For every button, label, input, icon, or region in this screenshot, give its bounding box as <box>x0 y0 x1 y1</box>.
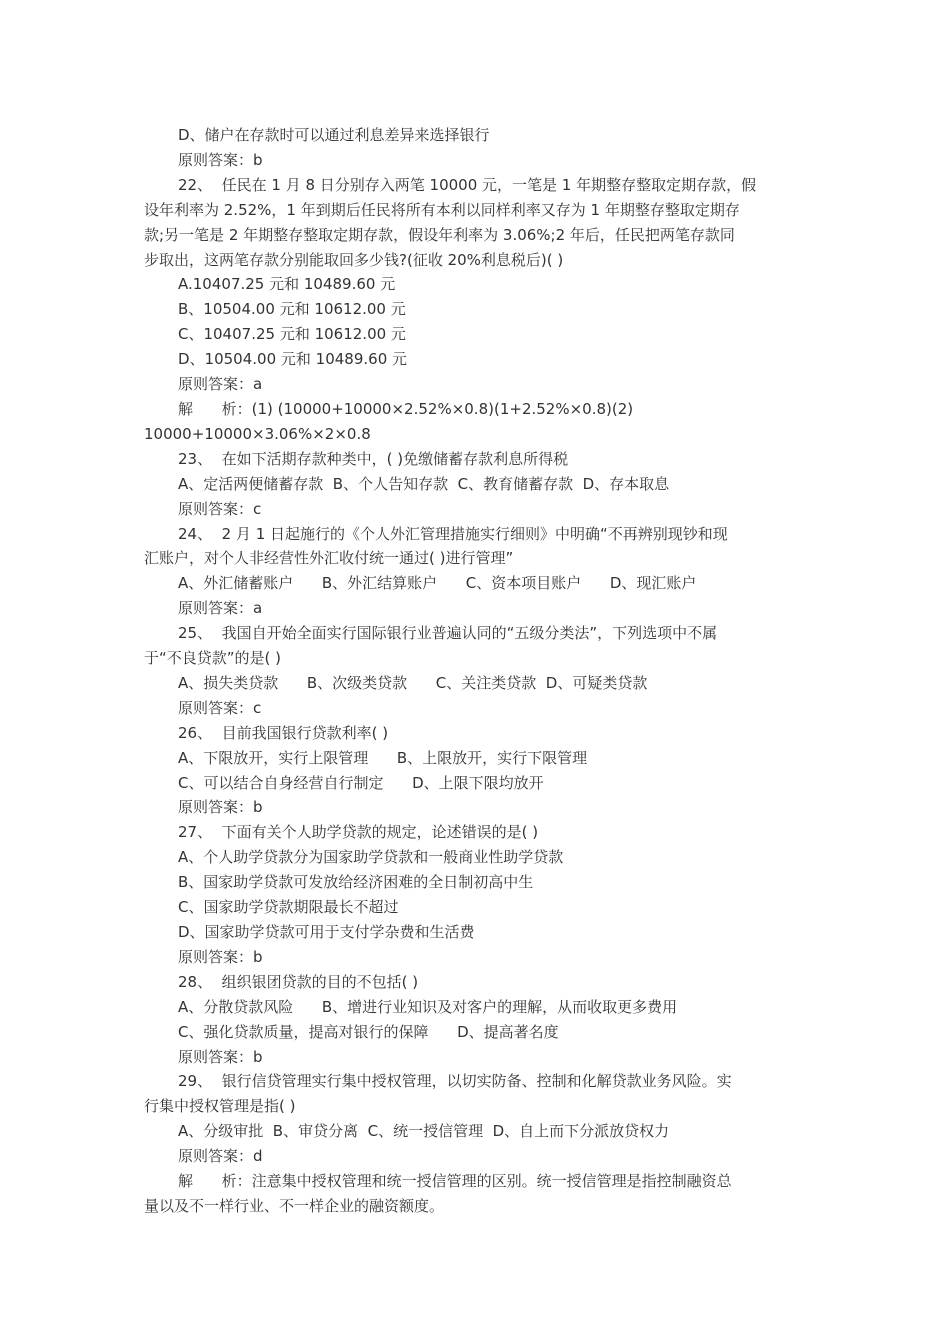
question-27: 27、 下面有关个人助学贷款的规定，论述错误的是( ) <box>178 823 539 842</box>
explanation-text: 量以及不一样行业、不一样企业的融资额度。 <box>144 1196 445 1215</box>
option-line: B、10504.00 元和 10612.00 元 <box>178 300 406 319</box>
question-text: 设年利率为 2.52%，1 年到期后任民将所有本利以同样利率又存为 1 年期整存整取定期存 <box>144 200 740 219</box>
answer-line: 原则答案：a <box>178 599 263 618</box>
question-text: 汇账户，对个人非经营性外汇收付统一通过( )进行管理” <box>144 549 514 568</box>
option-line: A、定活两便储蓄存款 B、个人告知存款 C、教育储蓄存款 D、存本取息 <box>178 474 670 493</box>
explanation-text: 10000+10000×3.06%×2×0.8 <box>144 424 371 443</box>
option-line: B、国家助学贷款可发放给经济困难的全日制初高中生 <box>178 873 534 892</box>
question-28: 28、 组织银团贷款的目的不包括( ) <box>178 972 419 991</box>
option-line: C、强化贷款质量，提高对银行的保障 D、提高著名度 <box>178 1022 559 1041</box>
option-line: A、分散贷款风险 B、增进行业知识及对客户的理解，从而收取更多费用 <box>178 997 678 1016</box>
question-text: 24、 2 月 1 日起施行的《个人外汇管理措施实行细则》中明确“不再辨别现钞和现 <box>178 524 728 543</box>
answer-line: 原则答案：d <box>178 1147 263 1166</box>
option-line: A、下限放开，实行上限管理 B、上限放开，实行下限管理 <box>178 748 588 767</box>
question-22 <box>144 173 806 273</box>
answer-line: 原则答案：a <box>178 375 263 394</box>
option-line: A、损失类贷款 B、次级类贷款 C、关注类贷款 D、可疑类贷款 <box>178 673 648 692</box>
option-line: C、可以结合自身经营自行制定 D、上限下限均放开 <box>178 773 544 792</box>
answer-line: 原则答案：b <box>178 1047 263 1066</box>
question-26: 26、 目前我国银行贷款利率( ) <box>178 723 389 742</box>
explanation-29 <box>144 1169 806 1219</box>
document-page <box>144 123 806 1219</box>
option-line: D、10504.00 元和 10489.60 元 <box>178 350 407 369</box>
question-29 <box>144 1069 806 1119</box>
question-25 <box>144 621 806 671</box>
option-line: C、国家助学贷款期限最长不超过 <box>178 898 399 917</box>
answer-line: 原则答案：b <box>178 150 263 169</box>
option-line: C、10407.25 元和 10612.00 元 <box>178 325 406 344</box>
option-line: A、外汇储蓄账户 B、外汇结算账户 C、资本项目账户 D、现汇账户 <box>178 574 697 593</box>
question-text: 25、 我国自开始全面实行国际银行业普遍认同的“五级分类法”，下列选项中不属 <box>178 624 718 643</box>
question-text: 行集中授权管理是指( ) <box>144 1097 296 1116</box>
option-line: A、分级审批 B、审贷分离 C、统一授信管理 D、自上而下分派放贷权力 <box>178 1122 670 1141</box>
question-text: 于“不良贷款”的是( ) <box>144 649 282 668</box>
question-text: 22、 任民在 1 月 8 日分别存入两笔 10000 元，一笔是 1 年期整存整取定期存款，假 <box>178 175 757 194</box>
option-line: A.10407.25 元和 10489.60 元 <box>178 275 396 294</box>
question-text: 步取出，这两笔存款分别能取回多少钱?(征收 20%利息税后)( ) <box>144 250 564 269</box>
explanation-text: 解 析：注意集中授权管理和统一授信管理的区别。统一授信管理是指控制融资总 <box>178 1172 732 1191</box>
answer-line: 原则答案：c <box>178 698 262 717</box>
question-23: 23、 在如下活期存款种类中，( )免缴储蓄存款利息所得税 <box>178 449 569 468</box>
answer-line: 原则答案：b <box>178 947 263 966</box>
answer-line: 原则答案：b <box>178 798 263 817</box>
explanation-22 <box>144 397 806 447</box>
question-text: 款;另一笔是 2 年期整存整取定期存款，假设年利率为 3.06%;2 年后，任民把两笔存款同 <box>144 225 735 244</box>
option-line: A、个人助学贷款分为国家助学贷款和一般商业性助学贷款 <box>178 848 564 867</box>
option-line: D、国家助学贷款可用于支付学杂费和生活费 <box>178 923 475 941</box>
question-24 <box>144 522 806 572</box>
explanation-text: 解 析：(1) (10000+10000×2.52%×0.8)(1+2.52%×0.8)(2) <box>178 399 634 418</box>
question-text: 29、 银行信贷管理实行集中授权管理，以切实防备、控制和化解贷款业务风险。实 <box>178 1072 732 1091</box>
answer-line: 原则答案：c <box>178 499 262 518</box>
option-line: D、储户在存款时可以通过利息差异来选择银行 <box>178 126 490 144</box>
